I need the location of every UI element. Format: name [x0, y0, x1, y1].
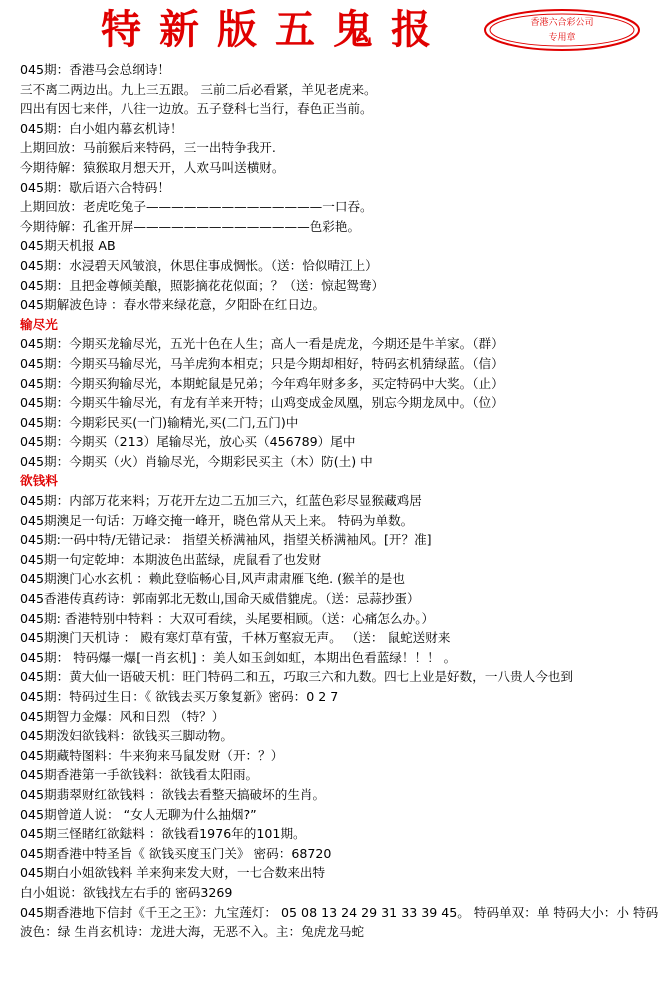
section-heading: 欲钱料	[20, 473, 58, 489]
text-line: 045期澳门心水玄机 ：赖此登临畅心目,风声肃肃雁飞绝. (猴羊的是也	[20, 571, 405, 587]
stamp-text-top: 香港六合彩公司	[530, 18, 594, 28]
text-line: 045期智力金爆：风和日烈 （特？）	[20, 708, 225, 724]
text-line: 045期翡翠财红欲钱料 ：欲钱去看整天搞破坏的生肖。	[20, 786, 326, 802]
text-line: 045期三怪睹红欲鍅料 ：欲钱看1976年的101期。	[20, 826, 306, 842]
text-line: 045期泼妇欲钱料：欲钱买三脚动物。	[20, 728, 233, 744]
text-line: 白小姐说：欲钱找左右手的 密码3269	[20, 884, 233, 900]
text-line: 045期天机报 AB	[20, 238, 116, 254]
text-line: 045期解波色诗 ：春水带来绿花意，夕阳卧在红日边。	[20, 297, 326, 313]
text-line: 045期：今期买牛输尽光，有龙有羊来开特；山鸡变成金凤凰，别忘今期龙凤中。（位）	[20, 395, 504, 411]
text-line: 上期回放：马前猴后来特码，三一出特争我开.	[20, 140, 276, 156]
text-line: 045期香港第一手欲钱料：欲钱看太阳雨。	[20, 767, 259, 783]
text-line: 045期白小姐欲钱料 羊来狗来发大财，一七合数来出特	[20, 865, 326, 881]
text-line: 045期香港地下信封《千王之王》：九宝莲灯： 05 08 13 24 29 31 33 39 45。 特码单双：单 特码大小：小 特码波色：绿 生肖玄机诗：龙进大海，无恶不入。主：兔虎龙马蛇	[20, 904, 659, 940]
stamp-text-bottom: 专用章	[548, 33, 576, 43]
text-line: 045期：今期彩民买(一门)输精光,买(二门,五门)中	[20, 414, 299, 430]
official-stamp-seal	[482, 8, 642, 52]
text-line: 045期曾道人说： “女人无聊为什么抽烟?”	[20, 806, 257, 822]
text-line: 045期：黄大仙一语破天机：旺门特码二和五，巧取三六和九数。四七上业是好数，一八贵人今也到	[20, 669, 573, 685]
page-title: 特新版五鬼报	[101, 6, 449, 53]
text-line: 045期：水浸碧天风皱浪，休思住事成惆怅。（送：恰似晴江上）	[20, 257, 378, 273]
text-line: 上期回放：老虎吃兔子——————————————一口吞。	[20, 199, 373, 215]
text-line: 045香港传真药诗：郭南郭北无数山,国命天威借貔虎。（送：忌蒜抄蛋）	[20, 591, 420, 607]
text-line: 045期：今期买狗输尽光，本期蛇鼠是兄弟；今年鸡年财多多，买定特码中大奖。（止）	[20, 375, 504, 391]
text-line: 045期：白小姐内幕玄机诗！	[20, 120, 183, 136]
text-line: 045期：今期买（213）尾输尽光，放心买（456789）尾中	[20, 434, 356, 450]
text-line: 045期： 特码爆一爆[一肖玄机] ：美人如玉剑如虹，本期出色看蓝绿！！！ 。	[20, 649, 457, 665]
text-line: 今期待解：猿猴取月想天开，人欢马叫送横财。	[20, 159, 285, 175]
text-line: 045期藏特图料：牛来狗来马鼠发财（开：？）	[20, 747, 284, 763]
text-line: 045期：特码过生日：《 欲钱去买万象复新》密码：0 2 7	[20, 689, 339, 704]
text-line: 045期一句定乾坤：本期波色出蓝绿，虎鼠看了也发财	[20, 551, 322, 567]
text-line: 045期香港中特圣旨《 欲钱买度玉门关》 密码：68720	[20, 845, 332, 861]
text-line: 045期:一码中特/无错记录： 指望关桥满袖风，指望关桥满袖风。[开？准]	[20, 532, 432, 548]
text-line: 045期：内部万花来料；万花开左边二五加三六，红蓝色彩尽显猴藏鸡居	[20, 493, 422, 509]
text-line: 045期: 香港特别中特料 ：大双可看续，头尾要相顾。（送：心痛怎么办。）	[20, 610, 435, 626]
text-line: 045期澳足一句话：万峰交掩一峰开，晓色常从天上来。 特码为单数。	[20, 512, 414, 528]
text-line: 045期：且把金尊倾美酿，照影摘花花似面；？（送：惊起鸳鸯）	[20, 277, 385, 293]
text-line: 045期：香港马会总纲诗！	[20, 62, 170, 77]
article-body	[20, 60, 662, 942]
text-line: 045期澳门天机诗 ： 殿有寒灯草有萤，千林万壑寂无声。 （送： 鼠蛇送财来	[20, 630, 451, 646]
text-line: 今期待解：孔雀开屏——————————————色彩艳。	[20, 218, 361, 234]
text-line: 三不离二两边出。九上三五跟。 三前二后必看紧，羊见老虎来。	[20, 81, 377, 97]
text-line: 四出有因七来伴，八往一边放。五子登科七当行，春色正当前。	[20, 101, 373, 117]
text-line: 045期：今期买马输尽光，马羊虎狗本相克；只是今期却相好，特码玄机猜绿蓝。（信）	[20, 355, 504, 371]
text-line: 045期：歇后语六合特码！	[20, 179, 170, 195]
text-line: 045期：今期买龙输尽光，五光十色在人生；高人一看是虎龙，今期还是牛羊家。（群）	[20, 336, 504, 352]
section-heading: 输尽光	[20, 316, 58, 332]
text-line: 045期：今期买（火）肖输尽光，今期彩民买主（木）防(土) 中	[20, 453, 373, 469]
header	[0, 0, 667, 60]
